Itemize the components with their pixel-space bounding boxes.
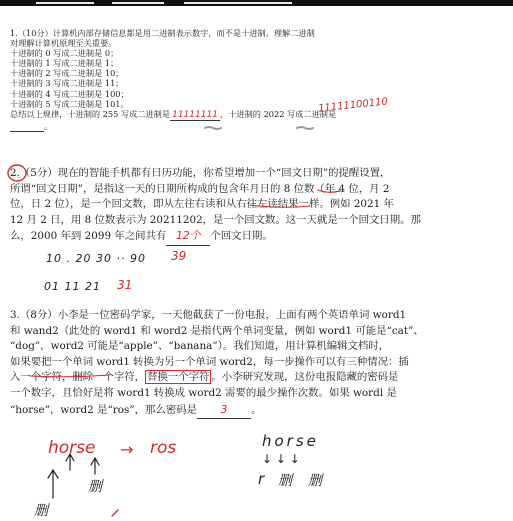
q3-line: 和 wand2（此处的 word1 和 word2 是指代两个单词变量，例如 word1 可能是“cat”、 [10,324,424,337]
scratch-left-word: horse [48,438,96,458]
scratch-right-top-word: horse [262,432,319,450]
q2-line: （5分）现在的智能手机都有日历功能，你希望增加一个“回文日期”的提醒设置， [19,167,391,179]
q1-line: 十进制的 5 写成二进制是 101。 [10,98,129,109]
strip-mark [184,2,292,4]
q1-prefix: 总结以上规律，十进制的 255 写成二进制是 [10,108,171,119]
scratch-up-arrow [48,470,58,498]
q2-line-first [10,166,510,182]
q1-line: 1.（10分）计算机内部存储信息都是用二进制表示数字，而不是十进制。理解二进制 [10,28,315,38]
question-1 [10,28,352,132]
q1-line: 十进制的 3 写成二进制是 11； [10,78,124,89]
q1-line: 十进制的 4 写成二进制是 100； [10,88,129,99]
q3-suffix: 。 [251,403,262,416]
scratch-arrow: → [120,440,134,459]
strip-mark [112,2,164,4]
q3-line: 一个数字，且恰好是将 word1 转换成 word2 需要的最少操作次数。如果 wordl 是 [10,386,397,399]
q2-line: 所谓“回文日期”，是指这一天的日期所构成的包含年月日的 8 位数（年 4 位，月 2 [10,182,390,195]
q2-line: 位，日 2 位），是一个回文数，即从左往右读和从右往左读结果一样。例如 2021 年 [10,198,394,211]
q3-answer: 3 [220,402,228,416]
q1-blank-255 [170,109,220,121]
q2-line: 12 月 2 日，用 8 位数表示为 20211202，是一个回文数。这一天就是一个回文日期。那 [10,213,421,226]
q3-line-5 [10,370,510,386]
q1-line: 对理解计算机原理至关重要。 [10,38,117,49]
scratch-right-delete-1: 删 [278,473,292,489]
question-2 [10,166,510,246]
q1-line: 十进制的 2 写成二进制是 10； [10,68,124,79]
q2-number: 2. [10,167,20,179]
scratch-right-word: ros [150,438,177,458]
q3-highlight-replace: 替换一个字符 [147,371,210,384]
q1-trailing-blank: 。 [10,121,352,132]
q1-last-line [10,109,352,121]
q3-prefix: “horse”，word2 是“ros”，那么密码是 [10,403,198,416]
q1-answer-255: 11111111 [172,109,218,120]
scratch-right-r: r [258,470,265,488]
q2-blank [166,228,210,246]
q1-line: 十进制的 0 写成二进制是 0； [10,48,119,59]
q2-notes-row-2: 01 11 21 [44,280,101,293]
q3-line: “dog”，word2 可能是“apple”、“banana”）。我们知道，用计算机编辑文档时， [10,340,390,353]
q3-line5-start: 入一个字符，删除一个字符， [10,371,146,384]
q3-line: 如果要把一个单词 word1 转换为另一个单词 word2，每一步操作可以有三种情况：插 [10,355,409,368]
q2-last-line [10,228,510,246]
top-strip [0,0,513,6]
q2-notes-row-2-count: 31 [117,278,133,292]
question-3 [10,308,510,419]
scratch-up-arrow [91,458,99,474]
q2-answer: 12个 [175,229,201,243]
q2-suffix: 个回文日期。 [210,230,273,243]
q1-line: 十进制的 1 写成二进制是 1； [10,58,119,69]
scratch-right-arrows: ↓ ↓ ↓ [262,452,300,466]
q3-line: 3.（8分）小李是一位密码学家，一天他截获了一份电报，上面有两个英语单词 word1 [10,309,407,321]
q3-blank [197,402,251,420]
q2-notes-row-1: 10 . 20 30 ·· 90 [46,252,146,265]
scratch-delete-2: 删 [34,503,48,519]
scratch-delete-1: 删 [88,479,102,495]
strip-mark [36,2,94,4]
q3-line5-end: 。小李研究发现，这份电报隐藏的密码是 [211,371,399,384]
q2-prefix: 么，2000 年到 2099 年之间共有 [10,230,167,243]
q1-middle: ，十进制的 2022 写成二进制是 [220,108,337,119]
q1-handwritten-answer-2022: 11111100110 [317,96,389,115]
q3-last-line [10,402,510,420]
scratch-check [112,510,118,516]
q2-notes-row-1-count: 39 [171,249,187,263]
scratch-right-delete-2: 删 [308,473,322,489]
